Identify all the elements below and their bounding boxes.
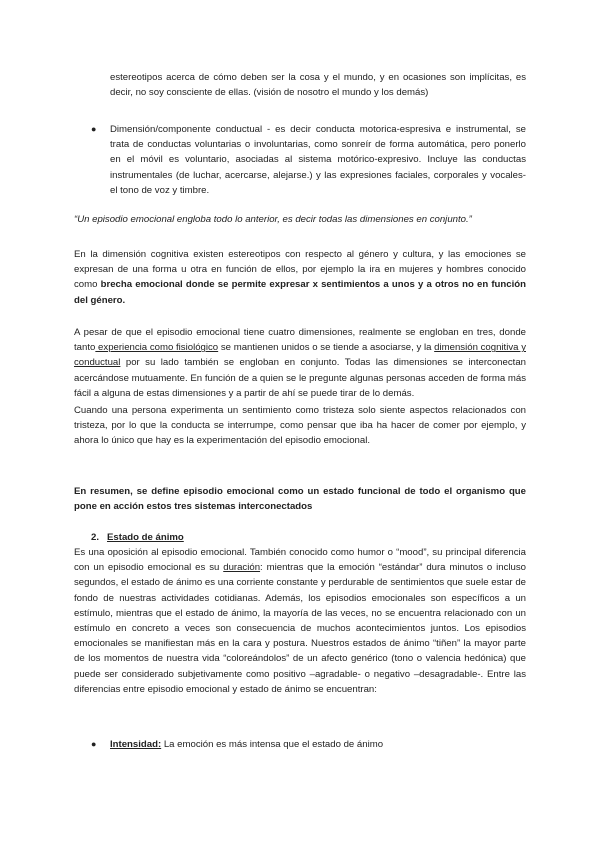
bullet-conductual-text: es decir conducta motorica-espresiva e instrumental, se trata de conductas voluntarias o involuntarias, como sonreír de forma automática, pero ponerlo en el móvil es voluntario, asociadas al sistema motórico-expresivo. Incluye las conductas instrumentales (de luchar, acercarse, alejarse.) y las expresiones faciales, corporales y vocales- el tono de voz y timbre.: [110, 124, 526, 196]
bullet-intensidad: [110, 737, 526, 752]
paragraph-estado-t2: : mientras que la emoción “estándar” dura minutos o incluso segundos, el estado de ánimo es una corriente constante y perdurable de sentimientos que suele estar de fondo de nuestras actividades cotidianas. Además, los episodios emocionales son específicos a un estímulo, mientras que el estado de ánimo, la mayoría de las veces, no se encuentra relacionado con un estímulo en concreto a veces son consecuencia de muchos acontecimientos juntos. Los episodios emocionales se manifiestan más en la cara y postura. Nuestros estados de ánimo “tiñen” la mayor parte de los momentos de nuestra vida “coloreándolos” de un afecto genérico (tono o valencia hedónica) que puede ser considerado subjetivamente como positivo –agradable- o negativo –desagradable-. Entre las diferencias entre episodio emocional y estado de ánimo se encuentran:: [74, 562, 526, 695]
paragraph-estado-t1: Es una oposición al episodio emocional. También conocido como humor o “mood”, su principal diferencia con un episodio emocional es su: [74, 547, 526, 574]
paragraph-dimensiones-t2: se mantienen unidos o se tiende a asociarse, y la: [218, 342, 435, 354]
paragraph-estado-animo: [74, 545, 526, 697]
bullet-conductual-lead: Dimensión/componente conductual -: [110, 124, 271, 135]
underline-dimension-cognitiva: dimensión cognitiva y conductual: [74, 342, 526, 369]
quote-paragraph: “Un episodio emocional engloba todo lo anterior, es decir todas las dimensiones en conjunto.”: [74, 214, 472, 225]
bullet-conductual: [110, 122, 526, 198]
underline-experiencia-fisiologico: experiencia como fisiológico: [95, 342, 219, 354]
paragraph-dimensiones: [74, 325, 526, 401]
paragraph-cognitiva: [74, 247, 526, 308]
underline-duracion: duración: [223, 562, 261, 574]
paragraph-dimensiones-t3: por su lado también se engloban en conjunto. Todas las dimensiones se interconectan acercándose mutuamente. En función de a quien se le pregunte algunas personas acceden de forma más fácil a alguna de estas dimensiones y a partir de ahí se puede tirar de lo demás.: [74, 357, 526, 399]
paragraph-dimensiones-t1: A pesar de que el episodio emocional tiene cuatro dimensiones, realmente se engloban en tres, donde tanto: [74, 327, 526, 354]
section-number: 2.: [91, 532, 100, 543]
section-heading: [91, 530, 184, 545]
summary-paragraph: En resumen, se define episodio emocional como un estado funcional de todo el organismo que pone en acción estos tres sistemas interconectados: [74, 486, 526, 513]
paragraph-tristeza: Cuando una persona experimenta un sentimiento como tristeza solo siente aspectos relacionados con tristeza, por lo que la conducta se interrumpe, como pensar que iba ha hacer de comer por ejemplo, y ahora lo único que hay es la experimentación del episodio emocional.: [74, 405, 526, 447]
continuation-paragraph: estereotipos acerca de cómo deben ser la cosa y el mundo, y en ocasiones son implícitas, es decir, no soy consciente de ellas. (visión de nosotro el mundo y los demás): [110, 72, 526, 99]
bullet-intensidad-text: La emoción es más intensa que el estado de ánimo: [161, 739, 384, 750]
paragraph-cognitiva-bold: brecha emocional donde se permite expresar x sentimientos a unos y a otros no en función del género.: [74, 279, 526, 306]
bullet-dot-icon: ●: [91, 124, 97, 134]
section-title: Estado de ánimo: [107, 532, 184, 543]
bullet-dot-icon: ●: [91, 739, 97, 749]
paragraph-cognitiva-text: En la dimensión cognitiva existen estereotipos con respecto al género y cultura, y las emociones se expresan de una forma u otra en función de ellos, por ejemplo la ira en mujeres y hombres conocido como: [74, 249, 526, 291]
bullet-intensidad-lead: Intensidad:: [110, 739, 162, 750]
